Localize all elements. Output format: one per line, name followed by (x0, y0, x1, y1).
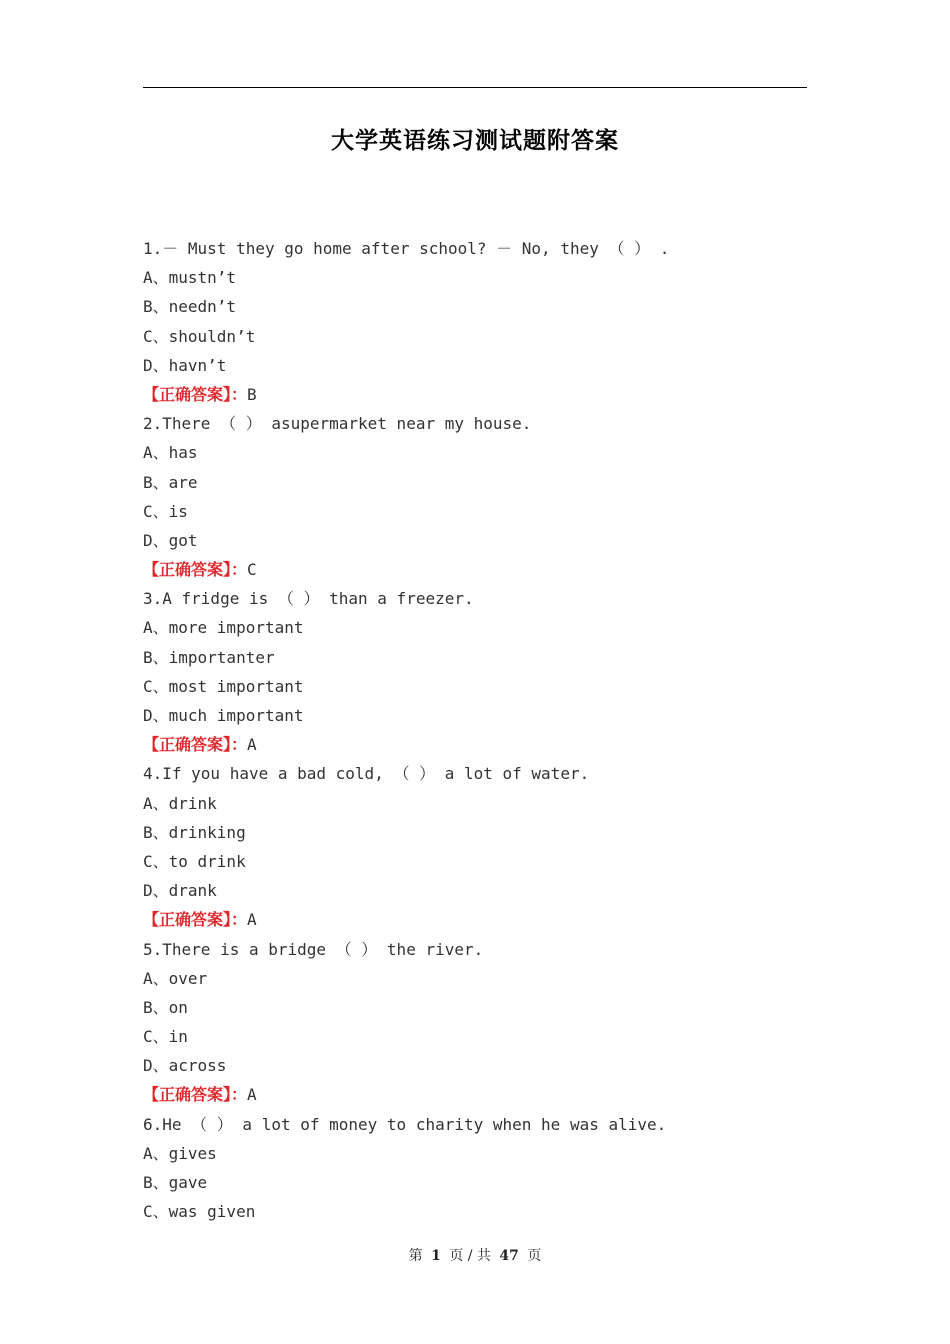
question-stem: 1.－ Must they go home after school? － No, they （ ） . (143, 239, 670, 258)
question-stem: 4.If you have a bad cold, （ ） a lot of water. (143, 764, 590, 784)
current-page-number: 1 (431, 1248, 441, 1264)
option-b: B、drinking (143, 822, 246, 842)
option-b: B、on (143, 997, 188, 1017)
answer-line (143, 380, 823, 409)
footer-mid: 页 / 共 (449, 1248, 491, 1264)
option-a: A、over (143, 968, 208, 988)
option-c: C、shouldn’t (143, 326, 256, 346)
option-d: D、across (143, 1056, 227, 1076)
option-b: B、importanter (143, 647, 275, 667)
answer-label: 【正确答案】： (143, 1085, 248, 1105)
answer-line (143, 905, 823, 934)
option-b: B、gave (143, 1173, 208, 1192)
option-a: A、drink (143, 793, 217, 813)
answer-value: B (247, 384, 257, 404)
page-footer (0, 1245, 950, 1265)
option-a: A、more important (143, 618, 304, 638)
option-d: D、drank (143, 881, 217, 901)
option-d: D、havn’t (143, 355, 227, 375)
answer-label: 【正确答案】： (143, 384, 248, 404)
question-stem: 6.He （ ） a lot of money to charity when he was alive. (143, 1114, 667, 1134)
question-stem: 2.There （ ） asupermarket near my house. (143, 414, 532, 434)
answer-value: A (247, 1085, 257, 1105)
option-b: B、needn’t (143, 297, 237, 317)
option-c: C、to drink (143, 851, 246, 871)
answer-line (143, 1080, 823, 1109)
answer-line (143, 555, 823, 584)
option-a: A、has (143, 443, 198, 463)
option-b: B、are (143, 472, 198, 492)
option-c: C、was given (143, 1202, 256, 1222)
total-pages-number: 47 (499, 1248, 519, 1264)
footer-suffix: 页 (527, 1248, 542, 1264)
option-a: A、gives (143, 1143, 217, 1163)
answer-label: 【正确答案】： (143, 735, 248, 755)
question-stem: 5.There is a bridge （ ） the river. (143, 939, 484, 959)
footer-prefix: 第 (408, 1248, 423, 1264)
option-d: D、got (143, 530, 198, 550)
question-list (143, 234, 823, 1226)
option-a: A、mustn’t (143, 268, 237, 288)
answer-line (143, 730, 823, 759)
option-c: C、most important (143, 676, 304, 696)
question-stem: 3.A fridge is （ ） than a freezer. (143, 589, 474, 609)
header-rule (143, 87, 807, 88)
option-d: D、much important (143, 706, 304, 725)
answer-value: A (247, 910, 257, 930)
answer-value: C (247, 560, 257, 580)
option-c: C、is (143, 501, 188, 521)
document-title: 大学英语练习测试题附答案 (331, 127, 619, 154)
answer-label: 【正确答案】： (143, 910, 248, 930)
answer-value: A (247, 735, 257, 755)
option-c: C、in (143, 1027, 188, 1047)
answer-label: 【正确答案】： (143, 560, 248, 580)
